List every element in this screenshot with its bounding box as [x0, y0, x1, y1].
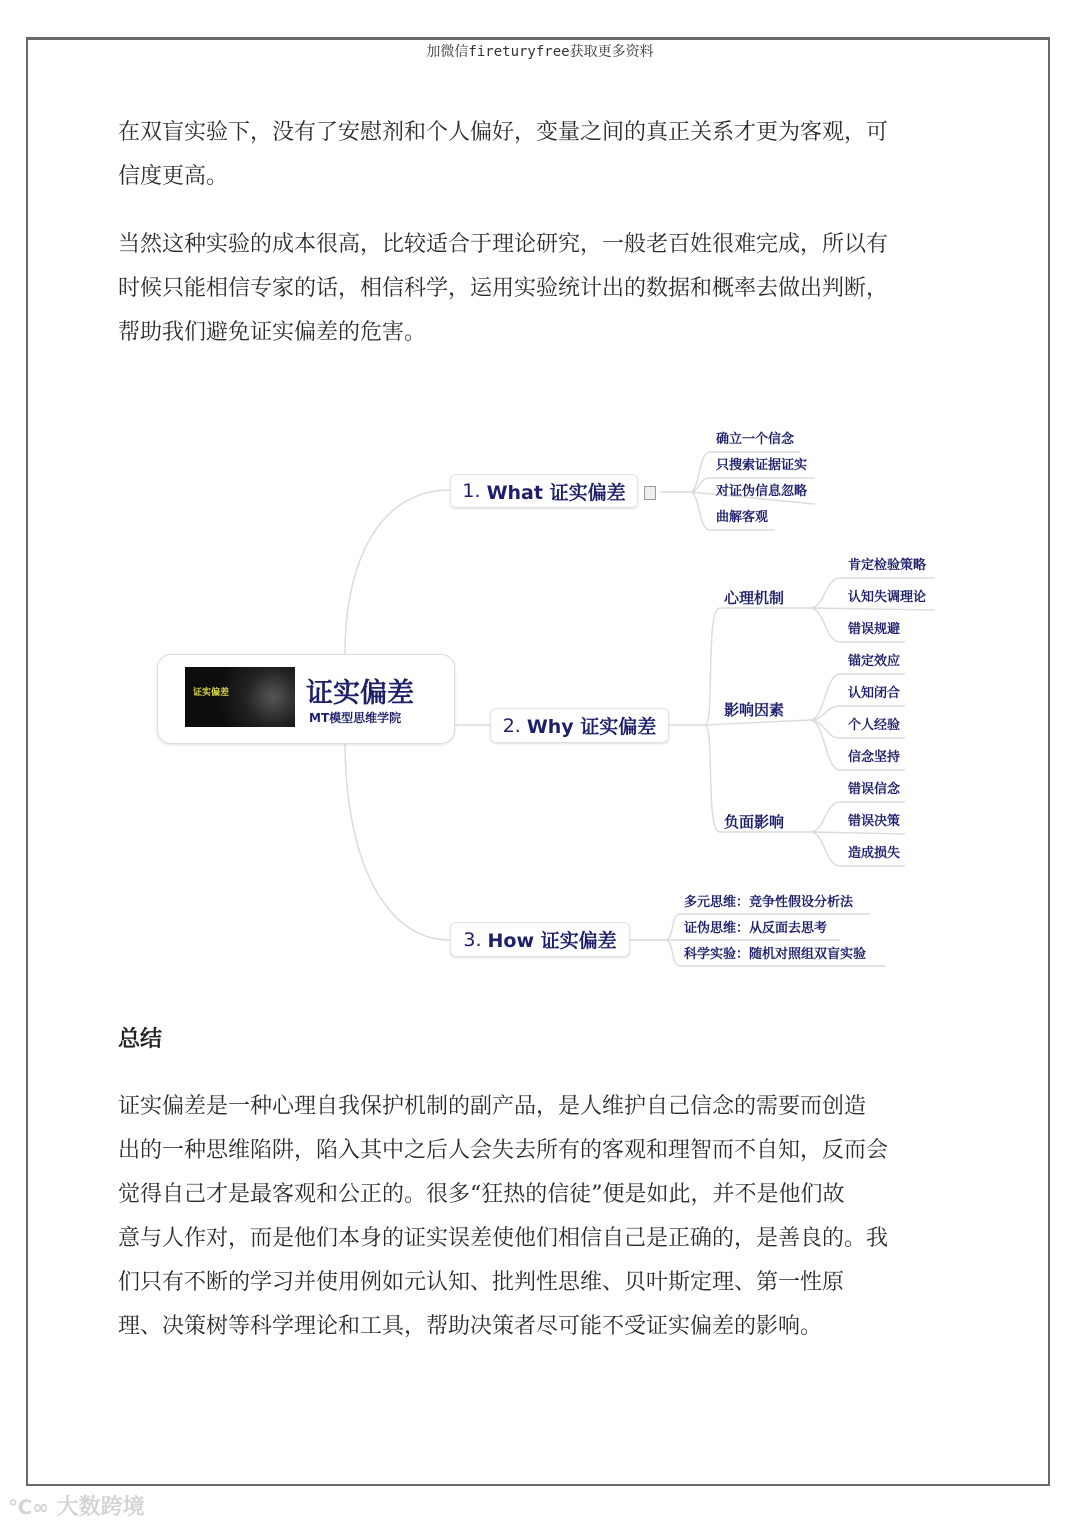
leaf-node: 科学实验：随机对照组双盲实验: [684, 947, 867, 962]
leaf-node: 认知失调理论: [848, 590, 927, 605]
sub-node: 心理机制: [724, 589, 785, 607]
section-heading: 总结: [118, 1027, 163, 1052]
leaf-node: 多元思维：竞争性假设分析法: [684, 895, 854, 910]
summary-paragraph: [118, 1085, 978, 1349]
text-line: 出的一种思维陷阱，陷入其中之后人会失去所有的客观和理智而不自知，反而会: [118, 1138, 889, 1163]
leaf-node: 证伪思维：从反面去思考: [684, 921, 828, 936]
leaf-node: 错误规避: [848, 622, 901, 637]
branch-label: How 证实偏差: [487, 930, 617, 952]
mindmap-root-node: [157, 654, 455, 744]
watermark-logo-icon: ℃∞: [8, 1495, 49, 1519]
branch-how: [450, 922, 630, 957]
branch-why: [490, 708, 669, 743]
cover-thumbnail: [185, 667, 295, 727]
branch-number: 3.: [463, 928, 482, 951]
leaf-node: 错误信念: [848, 782, 901, 797]
branch-label: What 证实偏差: [486, 481, 626, 504]
text-line: 证实偏差是一种心理自我保护机制的副产品，是人维护自己信念的需要而创造: [118, 1094, 867, 1119]
leaf-node: 肯定检验策略: [848, 558, 927, 573]
leaf-node: 确立一个信念: [716, 432, 795, 447]
text-line: 当然这种实验的成本很高，比较适合于理论研究，一般老百姓很难完成，所以有: [118, 232, 889, 257]
branch-number: 1.: [462, 480, 481, 502]
branch-number: 2.: [502, 714, 521, 737]
text-line: 觉得自己才是最客观和公正的。很多“狂热的信徒”便是如此，并不是他们故: [118, 1182, 845, 1207]
note-icon: [644, 486, 656, 500]
paragraph-2: [118, 223, 978, 355]
thumb-text: 证实偏差: [193, 688, 230, 698]
leaf-node: 认知闭合: [848, 686, 901, 701]
text-line: 帮助我们避免证实偏差的危害。: [118, 320, 427, 345]
leaf-node: 对证伪信息忽略: [716, 484, 808, 499]
text-line: 意与人作对，而是他们本身的证实误差使他们相信自己是正确的，是善良的。我: [118, 1226, 889, 1251]
branch-what: [450, 474, 638, 508]
leaf-node: 锚定效应: [848, 654, 901, 669]
leaf-node: 错误决策: [848, 814, 901, 829]
leaf-node: 只搜索证据证实: [716, 458, 808, 473]
sub-node: 影响因素: [724, 701, 785, 719]
paragraph-1: [118, 111, 978, 199]
watermark: [8, 1490, 145, 1521]
page-header: 加微信fireturyfree获取更多资料: [426, 44, 654, 60]
text-line: 理、决策树等科学理论和工具，帮助决策者尽可能不受证实偏差的影响。: [118, 1314, 823, 1339]
branch-label: Why 证实偏差: [526, 716, 657, 738]
leaf-node: 造成损失: [848, 846, 901, 861]
text-line: 在双盲实验下，没有了安慰剂和个人偏好，变量之间的真正关系才更为客观，可: [118, 120, 889, 145]
sub-node: 负面影响: [724, 813, 785, 831]
leaf-node: 曲解客观: [716, 510, 769, 525]
root-subtitle: MT模型思维学院: [309, 711, 402, 725]
watermark-text: 大数跨境: [56, 1495, 145, 1520]
text-line: 时候只能相信专家的话，相信科学，运用实验统计出的数据和概率去做出判断，: [118, 276, 889, 301]
text-line: 们只有不断的学习并使用例如元认知、批判性思维、贝叶斯定理、第一性原: [118, 1270, 845, 1295]
text-line: 信度更高。: [118, 164, 229, 189]
leaf-node: 个人经验: [848, 718, 901, 733]
leaf-node: 信念坚持: [848, 750, 901, 765]
root-title: 证实偏差: [306, 678, 414, 709]
